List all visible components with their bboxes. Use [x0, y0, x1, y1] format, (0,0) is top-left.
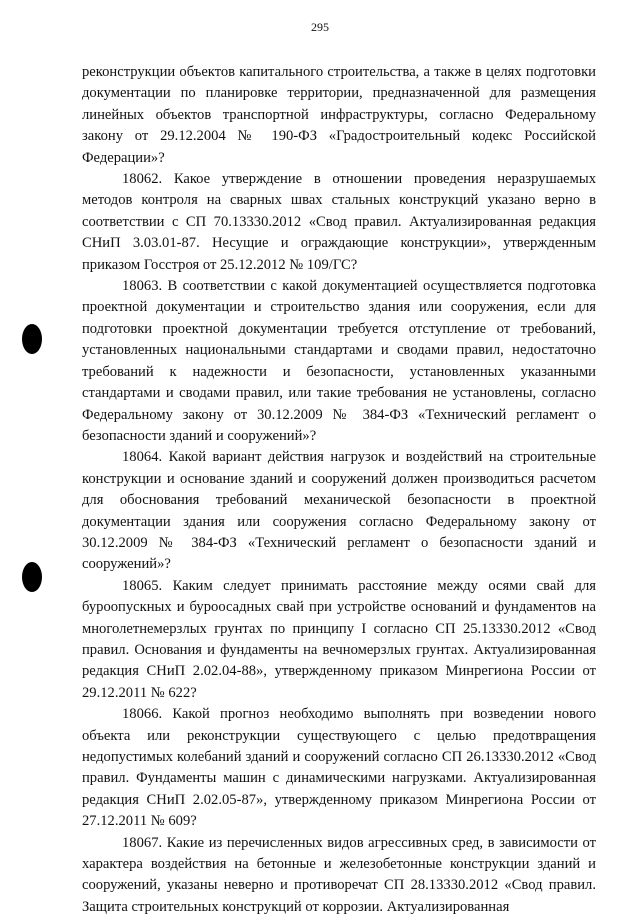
document-body [82, 62, 596, 918]
page-number: 295 [311, 20, 329, 34]
question-18066: 18066. Какой прогноз необходимо выполнять при возведении нового объекта или реконструкции существующего с целью предотвращения недопустимых колебаний зданий и сооружений согласно СП 26.13330.2012 «Свод правил. Фундаменты машин с динамическими нагрузками. Актуализированная редакция СНиП 2.02.05-87», утвержденному приказом Минрегиона России от 27.12.2011 № 609? [82, 706, 596, 830]
question-18063: 18063. В соответствии с какой документацией осуществляется подготовка проектной документации и строительство здания или сооружения, если для подготовки проектной документации требуется отступление от требований, установленных национальными стандартами и сводами правил, недостаточно требований к надежности и безопасности, установленных указанными стандартами и сводами правил, или такие требования не установлены, согласно Федеральному закону от 30.12.2009 № 384-ФЗ «Технический регламент о безопасности зданий и сооружений»? [82, 278, 596, 444]
punch-hole-upper [22, 324, 42, 354]
question-18065: 18065. Каким следует принимать расстояние между осями свай для буроопускных и буроосадных свай при устройстве оснований и фундаментов на многолетнемерзлых грунтах по принципу I согласно СП 25.13330.2012 «Свод правил. Основания и фундаменты на вечномерзлых грунтах. Актуализированная редакция СНиП 2.02.04-88», утвержденному приказом Минрегиона России от 29.12.2011 № 622? [82, 577, 596, 701]
question-18064: 18064. Какой вариант действия нагрузок и воздействий на строительные конструкции и основание зданий и сооружений должен производиться расчетом для обоснования требований механической безопасности в проектной документации здания или сооружения согласно Федеральному закону от 30.12.2009 № 384-ФЗ «Технический регламент о безопасности зданий и сооружений»? [82, 449, 596, 573]
paragraph-continuation: реконструкции объектов капитального строительства, а также в целях подготовки документации по планировке территории, предназначенной для размещения линейных объектов транспортной инфраструктуры, согласно Федеральному закону от 29.12.2004 № 190-ФЗ «Градостроительный кодекс Российской Федерации»? [82, 64, 596, 166]
punch-hole-lower [22, 562, 42, 592]
question-18067: 18067. Какие из перечисленных видов агрессивных сред, в зависимости от характера воздействия на бетонные и железобетонные конструкции зданий и сооружений, указаны неверно и противоречат СП 28.13330.2012 «Свод правил. Защита строительных конструкций от коррозии. Актуализированная [82, 834, 596, 915]
question-18062: 18062. Какое утверждение в отношении проведения неразрушаемых методов контроля на сварных швах стальных конструкций указано верно в соответствии с СП 70.13330.2012 «Свод правил. Актуализированная редакция СНиП 3.03.01-87. Несущие и ограждающие конструкции», утвержденным приказом Госстроя от 25.12.2012 № 109/ГС? [82, 171, 596, 273]
